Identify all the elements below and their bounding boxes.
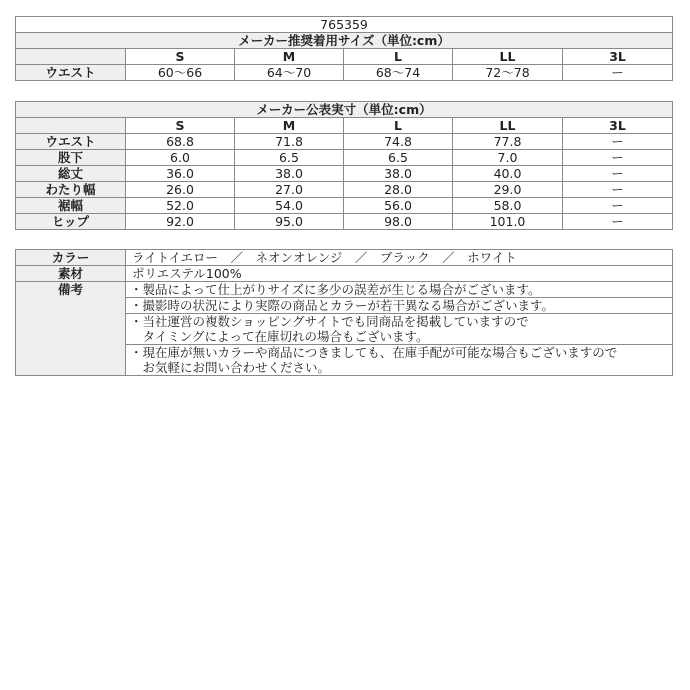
table-cell: 36.0	[126, 166, 235, 182]
size-header: LL	[453, 49, 563, 65]
table-row	[16, 65, 673, 81]
size-header: M	[235, 118, 344, 134]
table-cell: 6.5	[235, 150, 344, 166]
table-cell: 68.8	[126, 134, 235, 150]
color-label: カラー	[16, 250, 126, 266]
row-label: わたり幅	[16, 182, 126, 198]
row-label: 股下	[16, 150, 126, 166]
note-item	[126, 345, 673, 376]
row-label: 総丈	[16, 166, 126, 182]
table-cell: 101.0	[453, 214, 563, 230]
product-info-table	[15, 249, 673, 376]
table-cell: 98.0	[344, 214, 453, 230]
size-header: 3L	[563, 49, 673, 65]
table-cell: 6.5	[344, 150, 453, 166]
corner-cell	[16, 49, 126, 65]
note-item	[126, 282, 673, 298]
table-cell: ー	[563, 166, 673, 182]
table-cell: 7.0	[453, 150, 563, 166]
size-header: LL	[453, 118, 563, 134]
table-cell: 68〜74	[344, 65, 453, 81]
official-size-table	[15, 101, 673, 230]
notes-label: 備考	[16, 282, 126, 376]
table-cell: 56.0	[344, 198, 453, 214]
recommended-size-table	[15, 16, 673, 81]
row-label: ウエスト	[16, 134, 126, 150]
table-row	[16, 198, 673, 214]
table-cell: 27.0	[235, 182, 344, 198]
note-line: お気軽にお問い合わせください。	[130, 360, 331, 375]
size-header: S	[126, 118, 235, 134]
table-cell: 60〜66	[126, 65, 235, 81]
note-line: タイミングによって在庫切れの場合もございます。	[130, 329, 429, 344]
note-item	[126, 298, 673, 314]
size-header-row	[16, 49, 673, 65]
table-cell: 95.0	[235, 214, 344, 230]
material-label: 素材	[16, 266, 126, 282]
table-cell: 38.0	[235, 166, 344, 182]
table-cell: ー	[563, 150, 673, 166]
table-cell: ー	[563, 134, 673, 150]
color-value: ライトイエロー ／ ネオンオレンジ ／ ブラック ／ ホワイト	[126, 250, 673, 266]
table-cell: 92.0	[126, 214, 235, 230]
table-cell: 71.8	[235, 134, 344, 150]
size-header: M	[235, 49, 344, 65]
table-cell: ー	[563, 65, 673, 81]
recommended-size-title: メーカー推奨着用サイズ（単位:cm）	[16, 33, 673, 49]
row-label: ヒップ	[16, 214, 126, 230]
table-cell: 26.0	[126, 182, 235, 198]
table-cell: ー	[563, 214, 673, 230]
table-cell: 28.0	[344, 182, 453, 198]
note-row	[16, 282, 673, 298]
table-cell: ー	[563, 182, 673, 198]
note-line: ・現在庫が無いカラーや商品につきましても、在庫手配が可能な場合もございますので	[130, 345, 618, 360]
table-cell: 77.8	[453, 134, 563, 150]
table-cell: 58.0	[453, 198, 563, 214]
table-row	[16, 166, 673, 182]
note-line: ・製品によって仕上がりサイズに多少の誤差が生じる場合がございます。	[130, 282, 541, 297]
table-cell: 38.0	[344, 166, 453, 182]
note-line: ・当社運営の複数ショッピングサイトでも同商品を掲載していますので	[130, 314, 529, 329]
material-value: ポリエステル100%	[126, 266, 673, 282]
size-header: 3L	[563, 118, 673, 134]
size-header: L	[344, 118, 453, 134]
size-header-row	[16, 118, 673, 134]
table-row	[16, 182, 673, 198]
table-cell: ー	[563, 198, 673, 214]
table-cell: 6.0	[126, 150, 235, 166]
table-row	[16, 134, 673, 150]
note-line: ・撮影時の状況により実際の商品とカラーが若干異なる場合がございます。	[130, 298, 555, 313]
material-row	[16, 266, 673, 282]
size-header: L	[344, 49, 453, 65]
size-header: S	[126, 49, 235, 65]
note-item	[126, 314, 673, 345]
table-cell: 74.8	[344, 134, 453, 150]
row-label: ウエスト	[16, 65, 126, 81]
corner-cell	[16, 118, 126, 134]
table-cell: 72〜78	[453, 65, 563, 81]
table-cell: 40.0	[453, 166, 563, 182]
official-size-title: メーカー公表実寸（単位:cm）	[16, 102, 673, 118]
table-cell: 54.0	[235, 198, 344, 214]
table-cell: 29.0	[453, 182, 563, 198]
color-row	[16, 250, 673, 266]
table-row	[16, 150, 673, 166]
row-label: 裾幅	[16, 198, 126, 214]
table-row	[16, 214, 673, 230]
product-code: 765359	[16, 17, 673, 33]
table-cell: 64〜70	[235, 65, 344, 81]
table-cell: 52.0	[126, 198, 235, 214]
